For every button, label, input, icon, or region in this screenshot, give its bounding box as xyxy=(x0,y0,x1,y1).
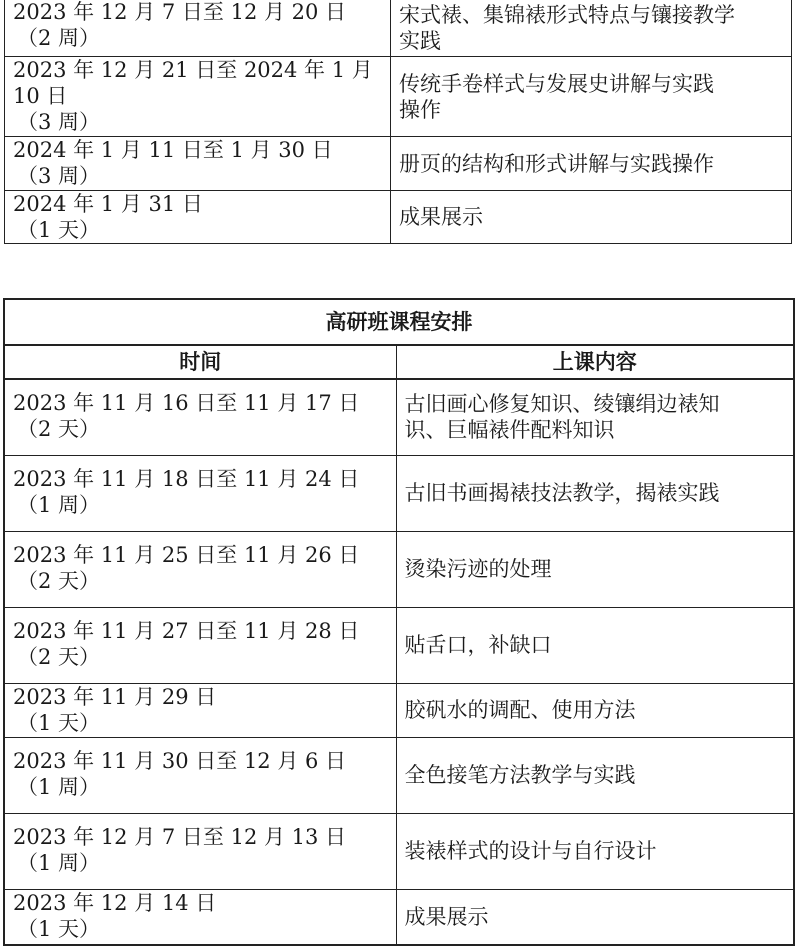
header-time: 时间 xyxy=(4,345,396,379)
duration-text: （1 天） xyxy=(17,218,101,242)
table-row xyxy=(4,737,794,813)
content-text: 册页的结构和形式讲解与实践操作 xyxy=(399,151,714,176)
table-header-row xyxy=(4,345,794,379)
time-text: 2023 年 11 月 30 日至 12 月 6 日 xyxy=(13,748,347,773)
table-row xyxy=(5,0,792,57)
time-cell xyxy=(4,683,396,737)
content-cell xyxy=(396,531,794,607)
time-text-2: 10 日 xyxy=(13,84,68,108)
time-text: 2023 年 11 月 16 日至 11 月 17 日 xyxy=(13,391,360,415)
table-row xyxy=(4,607,794,683)
duration-text: （2 天） xyxy=(17,644,101,669)
content-text: 装裱样式的设计与自行设计 xyxy=(404,839,657,863)
table-row xyxy=(5,57,792,137)
content-cell xyxy=(391,0,792,57)
content-cell xyxy=(396,889,794,945)
seminar-schedule-table xyxy=(3,298,795,946)
table-row xyxy=(4,531,794,607)
table-row xyxy=(4,889,794,945)
duration-text: （1 周） xyxy=(17,850,101,875)
content-text: 成果展示 xyxy=(399,205,483,229)
duration-text: （2 天） xyxy=(17,568,101,593)
time-cell xyxy=(5,137,391,191)
duration-text: （2 天） xyxy=(17,417,101,441)
content-cell xyxy=(391,57,792,137)
time-cell xyxy=(4,379,396,455)
content-text: 胶矾水的调配、使用方法 xyxy=(404,698,636,722)
content-cell xyxy=(396,683,794,737)
content-text-2: 实践 xyxy=(399,28,441,53)
content-text: 成果展示 xyxy=(404,904,489,929)
duration-text: （2 周） xyxy=(17,26,101,50)
content-text: 贴舌口，补缺口 xyxy=(404,633,552,657)
duration-text: （1 周） xyxy=(17,774,101,799)
time-text: 2023 年 11 月 25 日至 11 月 26 日 xyxy=(13,542,360,567)
time-cell xyxy=(4,813,396,889)
time-cell xyxy=(5,57,391,137)
content-cell xyxy=(391,191,792,244)
header-content: 上课内容 xyxy=(396,345,794,379)
duration-text: （3 周） xyxy=(17,110,101,134)
time-cell xyxy=(5,191,391,244)
table-row xyxy=(4,813,794,889)
duration-text: （1 天） xyxy=(17,916,101,941)
time-text: 2023 年 12 月 21 日至 2024 年 1 月 xyxy=(13,58,373,82)
table-title-row xyxy=(4,299,794,345)
time-cell xyxy=(4,737,396,813)
content-cell xyxy=(396,455,794,531)
content-text: 全色接笔方法教学与实践 xyxy=(404,763,636,787)
table-row xyxy=(5,137,792,191)
time-cell xyxy=(4,607,396,683)
table-row xyxy=(4,683,794,737)
content-text: 古旧画心修复知识、绫镶绢边裱知 xyxy=(404,392,720,417)
time-cell xyxy=(4,531,396,607)
content-cell xyxy=(391,137,792,191)
time-text: 2023 年 11 月 27 日至 11 月 28 日 xyxy=(13,618,360,643)
time-cell xyxy=(4,889,396,945)
time-text: 2024 年 1 月 31 日 xyxy=(13,192,203,216)
content-cell xyxy=(396,379,794,455)
table-title: 高研班课程安排 xyxy=(4,299,794,345)
time-cell xyxy=(4,455,396,531)
content-text: 烫染污迹的处理 xyxy=(404,557,552,581)
content-text: 宋式裱、集锦裱形式特点与镶接教学 xyxy=(399,2,735,27)
table-row xyxy=(4,455,794,531)
time-text: 2023 年 12 月 7 日至 12 月 13 日 xyxy=(13,824,347,849)
duration-text: （1 周） xyxy=(17,492,101,517)
table-row xyxy=(5,191,792,244)
content-cell xyxy=(396,607,794,683)
time-text: 2023 年 11 月 29 日 xyxy=(13,684,217,709)
table-row xyxy=(4,379,794,455)
content-text-2: 识、巨幅裱件配料知识 xyxy=(404,418,615,443)
content-cell xyxy=(396,813,794,889)
time-text: 2024 年 1 月 11 日至 1 月 30 日 xyxy=(13,138,333,162)
content-text-2: 操作 xyxy=(399,97,441,122)
time-text: 2023 年 12 月 7 日至 12 月 20 日 xyxy=(13,0,347,24)
schedule-table-continued xyxy=(4,0,792,244)
duration-text: （3 周） xyxy=(17,164,101,188)
time-cell xyxy=(5,0,391,57)
content-cell xyxy=(396,737,794,813)
time-text: 2023 年 12 月 14 日 xyxy=(13,890,217,915)
content-text: 传统手卷样式与发展史讲解与实践 xyxy=(399,71,714,96)
content-text: 古旧书画揭裱技法教学，揭裱实践 xyxy=(404,481,720,505)
duration-text: （1 天） xyxy=(17,710,101,735)
time-text: 2023 年 11 月 18 日至 11 月 24 日 xyxy=(13,466,360,491)
